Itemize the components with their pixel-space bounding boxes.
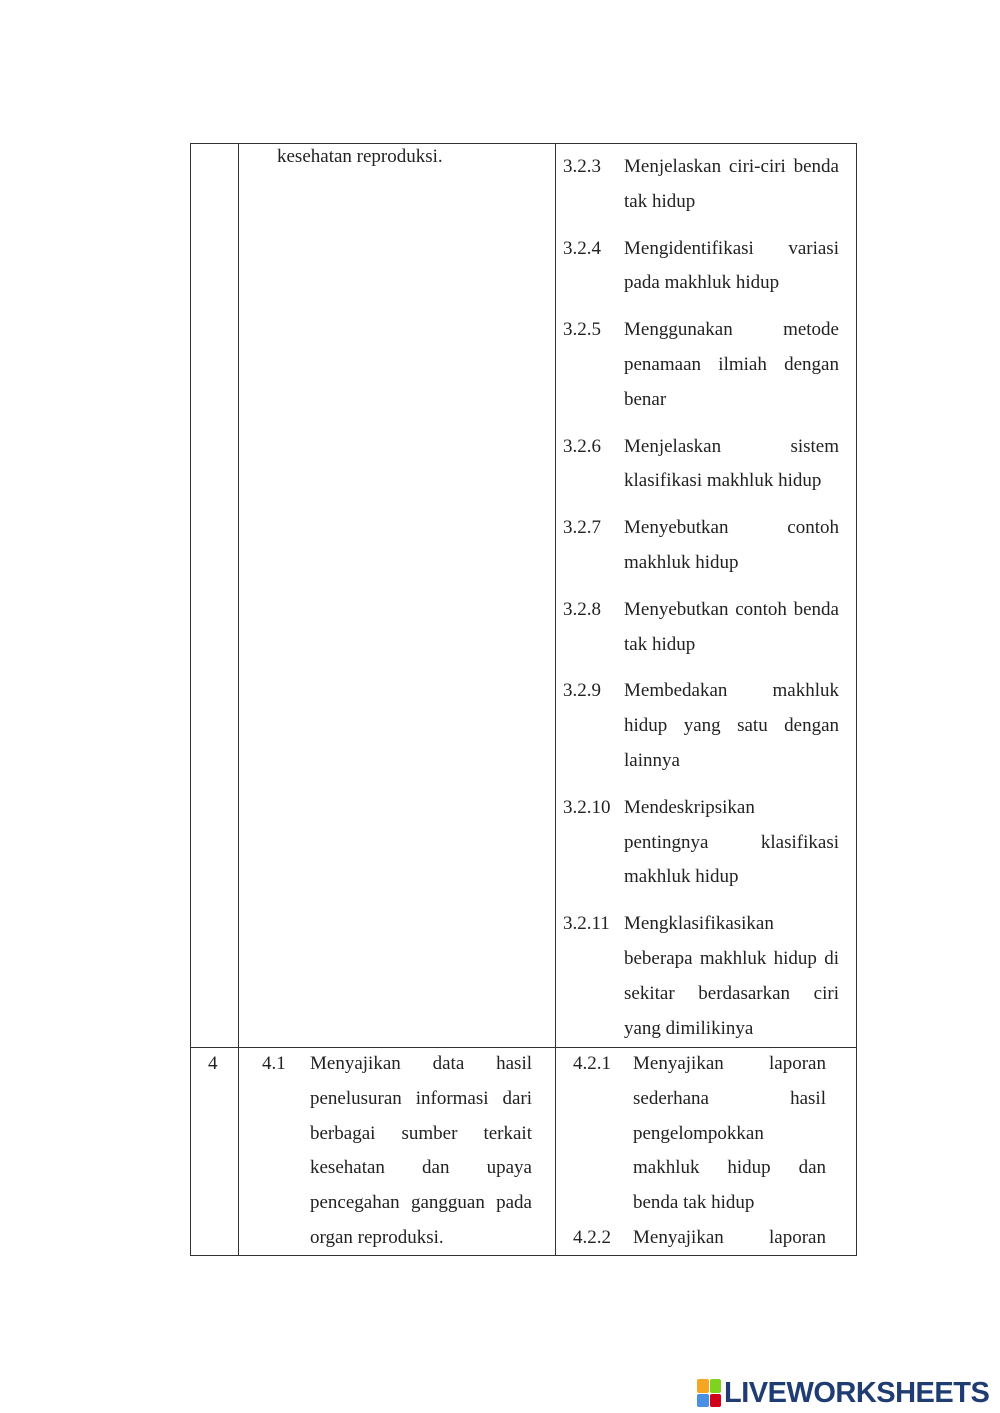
indicator-text: Menyebutkan contoh makhluk hidup [624, 517, 839, 573]
logo-text: LIVEWORKSHEETS [724, 1376, 990, 1409]
logo-square-4 [710, 1394, 722, 1408]
indicator-3-2-8 [563, 593, 839, 663]
column-divider-2 [555, 144, 556, 1255]
indicator-text: Menjelaskan ciri-ciri benda tak hidup [624, 156, 839, 212]
indicator-number: 3.2.5 [563, 319, 601, 341]
liveworksheets-logo [697, 1377, 989, 1409]
indicator-text: Menggunakan metode penamaan ilmiah dengan benar [624, 319, 839, 410]
indicator-3-2-9 [563, 674, 839, 778]
indicator-text: Menyebutkan contoh benda tak hidup [624, 598, 839, 655]
indicator-number: 3.2.9 [563, 680, 601, 702]
indicator-3-2-10 [563, 791, 839, 895]
indicator-number: 4.2.1 [573, 1053, 611, 1074]
indicator-4-2-1 [573, 1047, 826, 1221]
indicator-3-2-7 [563, 511, 839, 581]
indicator-text: Mendeskripsikan pentingnya klasifikasi makhluk hidup [624, 796, 839, 888]
indicator-number: 3.2.11 [563, 913, 610, 935]
indicator-3-2-11 [563, 907, 839, 1046]
indicator-number: 3.2.3 [563, 156, 601, 177]
column-divider-1 [238, 144, 239, 1255]
kd-text: Menyajikan data hasil penelusuran informasi dari berbagai sumber terkait kesehatan dan upaya pencegahan gangguan pada organ reproduksi. [310, 1053, 532, 1248]
indicator-number: 4.2.2 [573, 1226, 611, 1248]
logo-square-2 [710, 1379, 722, 1393]
competency-table [190, 143, 857, 1256]
row-number: 4 [208, 1053, 218, 1074]
kd-number: 4.1 [262, 1053, 286, 1074]
indicator-text: Mengklasifikasikan beberapa makhluk hidup di sekitar berdasarkan ciri yang dimilikinya [624, 913, 839, 1039]
indicator-list-4 [573, 1047, 826, 1256]
kd-4-1 [262, 1047, 532, 1256]
logo-mark-icon [697, 1379, 721, 1407]
indicator-text: Menjelaskan sistem klasifikasi makhluk hidup [624, 435, 839, 492]
indicator-text: Menyajikan laporan sederhana hasil pengelompokkan makhluk hidup dan benda tak hidup [633, 1053, 826, 1214]
logo-square-1 [697, 1379, 709, 1393]
indicator-text: Mengidentifikasi variasi pada makhluk hidup [624, 237, 839, 294]
indicator-text: Menyajikan laporan [633, 1226, 826, 1248]
indicator-number: 3.2.6 [563, 435, 601, 457]
indicator-number: 3.2.8 [563, 598, 601, 620]
indicator-4-2-2 [573, 1221, 826, 1256]
logo-square-3 [697, 1394, 709, 1408]
indicator-text: Membedakan makhluk hidup yang satu dengan lainnya [624, 680, 839, 771]
indicator-3-2-6 [563, 430, 839, 500]
indicator-3-2-5 [563, 313, 839, 417]
indicator-number: 3.2.10 [563, 796, 611, 818]
indicator-number: 3.2.4 [563, 237, 601, 259]
indicator-3-2-4 [563, 232, 839, 302]
kd-continuation-text: kesehatan reproduksi. [277, 146, 443, 167]
indicator-3-2-3 [563, 150, 839, 220]
indicator-list-3 [563, 150, 839, 1058]
indicator-number: 3.2.7 [563, 517, 601, 539]
